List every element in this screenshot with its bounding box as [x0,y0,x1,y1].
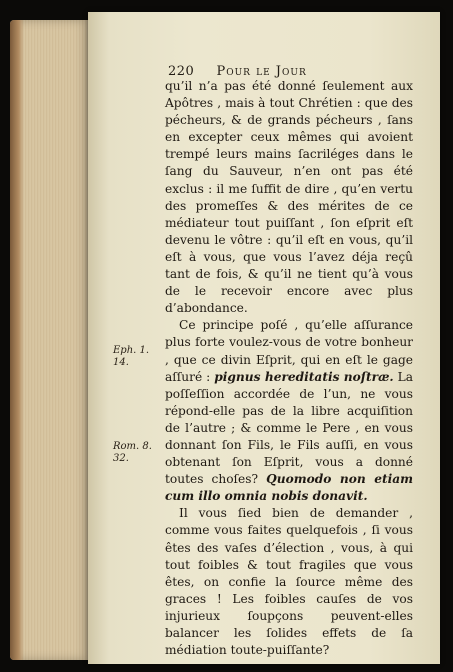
paragraph-1: qu’il n’a pas été donné ſeulement aux Apôtres , mais à tout Chrétien : que des pécheurs, & de grands pécheurs , ſans en excepter ceux mêmes qui avoient trempé leurs mains ſacriléges dans le ſang du Sauveur, n’en ont pas été exclus : il me ſuffit de dire , qu’en vertu des promeſſes & des mérites de ce médiateur tout puiſſant , ſon eſprit eſt devenu le vôtre : qu’il eſt en vous, qu’il eſt à vous, que vous l’avez déja reçû tant de fois, & qu’il ne tient qu’à vous de le recevoir encore avec plus d’abondance. [165,79,413,316]
paragraph-2-a: Ce principe poſé , qu’elle aſſurance plus forte voulez-vous de votre bonheur , que ce divin Eſprit, qui en eſt le gage aſſuré : [165,318,413,384]
page-number: 220 [168,64,195,79]
page-edges [10,20,90,660]
paragraph-2-b: La poſſeſſion accordée de l’un, ne vous répond-elle pas de la libre acquiſition de l’autre ; & comme le Pere , en vous donnant ſon Fils, le Fils auſſi, en vous obtenant ſon Eſprit, vous a donné toutes choſes? [165,369,414,487]
latin-quote-2: Quomodo non etiam cum illo omnia nobis donavit. [165,472,413,504]
body-text [165,78,413,659]
paragraph-3: Il vous ſied bien de demander , comme vous faites quelquefois , ſi vous êtes des vaſes d’élection , vous, à qui tout foibles & tout fragiles que vous êtes, on confie la ſource même des graces ! Les foibles cauſes de vos injurieux ſoupçons peuvent-elles balancer les ſolides effets de ſa médiation toute-puiſſante? [165,506,413,658]
margin-note-rom: Rom. 8. 32. [113,441,152,464]
paragraph-2 [165,317,413,505]
running-title: Pour le Jour [216,64,307,79]
latin-quote-1: pignus hereditatis noſtræ. [214,369,394,384]
margin-note-eph: Eph. 1. 14. [113,345,150,368]
